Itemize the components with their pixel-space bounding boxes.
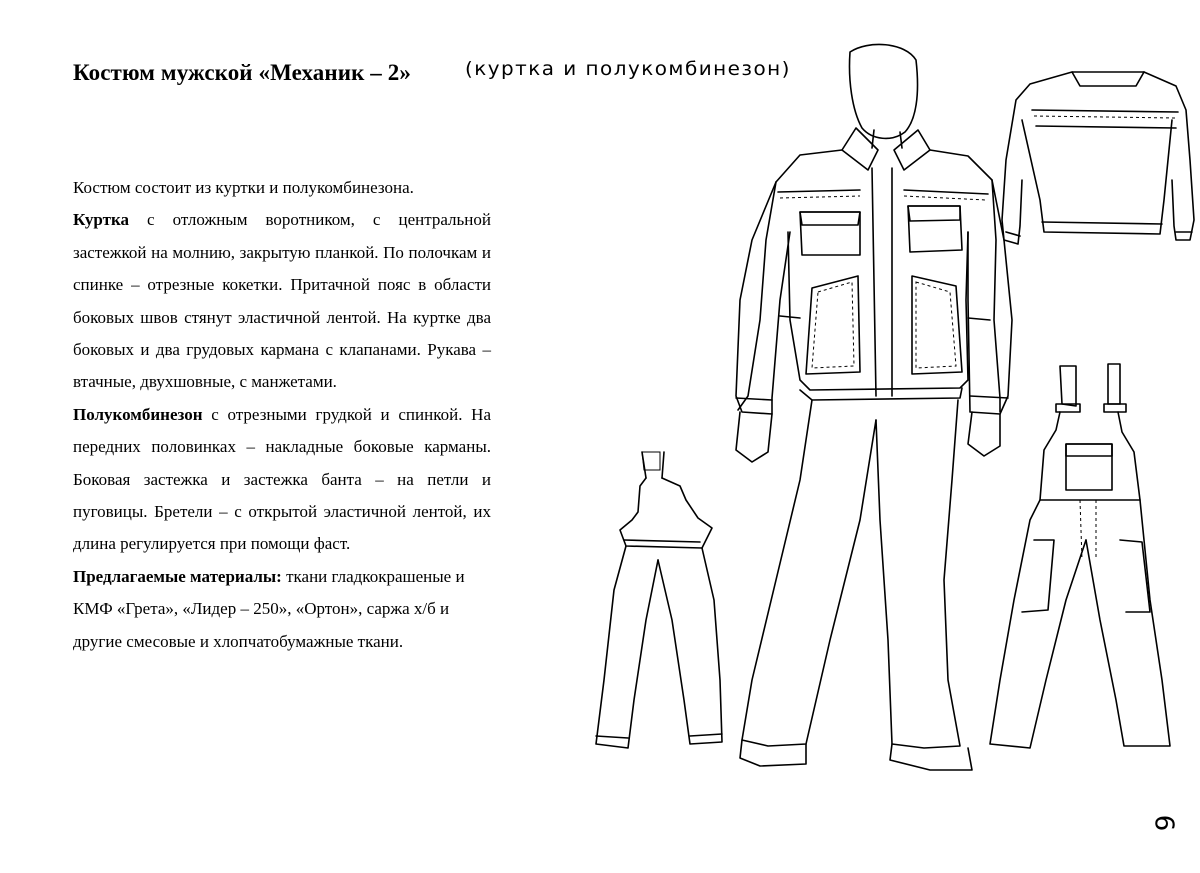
jacket-label: Куртка bbox=[73, 210, 130, 230]
jacket-text: с отложным воротником, с центральной застежкой на молнию, закрытую планкой. По полочкам и спинке – отрезные кокетки. Притачной пояс в области боковых швов стянут эластичной лентой. На куртке два боковых и два грудовых кармана с клапанами. Рукава – втачные, двухшовные, с манжетами. bbox=[73, 210, 491, 392]
intro-text: Костюм состоит из куртки и полукомбинезона. bbox=[73, 178, 414, 197]
main-figure-illustration bbox=[736, 44, 1012, 770]
materials-label: Предлагаемые материалы: bbox=[73, 566, 282, 586]
handwritten-note: (куртка и полукомбинезон) bbox=[465, 58, 791, 80]
page-title: Костюм мужской «Механик – 2» bbox=[73, 60, 411, 85]
materials-text: ткани гладкокрашеные и КМФ «Грета», «Лидер – 250», «Ортон», саржа х/б и другие смесовые и хлопчатобумажные ткани. bbox=[73, 566, 465, 651]
page-number: 9 bbox=[1151, 814, 1182, 832]
overalls-front-illustration bbox=[990, 364, 1170, 748]
overalls-side-illustration bbox=[596, 452, 722, 748]
overalls-text: с отрезными грудкой и спинкой. На передних половинках – накладные боковые карманы. Боковая застежка и застежка банта – на петли и пуговицы. Бретели – с открытой эластичной лентой, их длина регулируется при помощи фаст. bbox=[73, 404, 491, 554]
jacket-back-illustration bbox=[1002, 72, 1194, 244]
overalls-label: Полукомбинезон bbox=[73, 404, 203, 424]
